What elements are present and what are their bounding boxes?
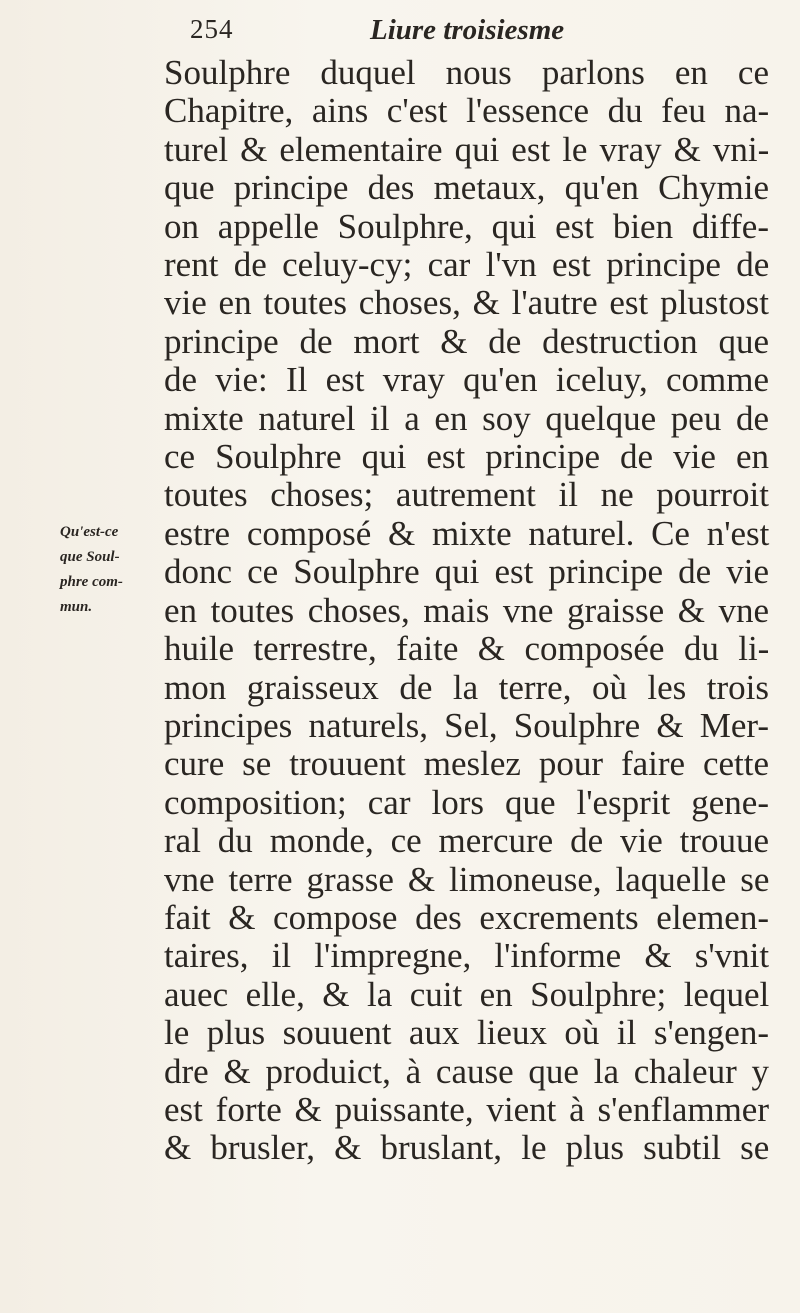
text-line: mon graisseux de la terre, où les trois (164, 667, 769, 707)
text-line: de vie: Il est vray qu'en iceluy, comme (164, 360, 769, 400)
running-title: Liure troisiesme (370, 14, 565, 46)
page-number: 254 (190, 14, 234, 44)
text-line: le plus souuent aux lieux où il s'engen- (164, 1013, 769, 1053)
text-line: ce Soulphre qui est principe de vie en (164, 437, 769, 477)
margin-note-line: mun. (60, 599, 93, 615)
text-line: Soulphre duquel nous parlons en ce (164, 53, 769, 92)
margin-note-line: phre com- (60, 574, 123, 590)
text-line: en toutes choses, mais vne graisse & vne (164, 590, 769, 630)
text-line: turel & elementaire qui est le vray & vni- (164, 129, 770, 169)
text-line: fait & compose des excrements elemen- (164, 897, 769, 937)
text-line: composition; car lors que l'esprit gene- (164, 782, 769, 822)
text-line: principe de mort & de destruction que (164, 321, 769, 361)
text-line: vne terre grasse & limoneuse, laquelle se (164, 859, 770, 899)
text-line: auec elle, & la cuit en Soulphre; lequel (164, 974, 770, 1014)
margin-note (60, 520, 160, 620)
text-line: ral du monde, ce mercure de vie trouue (164, 821, 770, 861)
text-line: cure se trouuent meslez pour faire cette (164, 744, 770, 784)
text-line: mixte naturel il a en soy quelque peu de (164, 398, 769, 438)
text-line: est forte & puissante, vient à s'enflammer (164, 1089, 769, 1129)
text-line: rent de celuy-cy; car l'vn est principe de (164, 245, 770, 285)
text-line: principes naturels, Sel, Soulphre & Mer- (164, 705, 769, 745)
text-line: dre & produict, à cause que la chaleur y (164, 1051, 769, 1091)
text-line: & brusler, & bruslant, le plus subtil se (164, 1128, 770, 1168)
text-line: vie en toutes choses, & l'autre est plustost (164, 283, 769, 323)
page-header (190, 14, 610, 54)
text-line: donc ce Soulphre qui est principe de vie (164, 552, 769, 592)
text-line: estre composé & mixte naturel. Ce n'est (164, 513, 770, 553)
margin-note-line: Qu'est-ce (60, 524, 119, 540)
text-line: Chapitre, ains c'est l'essence du feu na- (164, 91, 770, 131)
text-line: on appelle Soulphre, qui est bien diffe- (164, 206, 769, 246)
text-line: taires, il l'impregne, l'informe & s'vnit (164, 936, 770, 976)
text-line: toutes choses; autrement il ne pourroit (164, 475, 769, 515)
text-line: que principe des metaux, qu'en Chymie (164, 168, 769, 208)
margin-note-line: que Soul- (60, 549, 120, 565)
body-text (164, 54, 769, 1168)
text-line: huile terrestre, faite & composée du li- (164, 629, 770, 669)
